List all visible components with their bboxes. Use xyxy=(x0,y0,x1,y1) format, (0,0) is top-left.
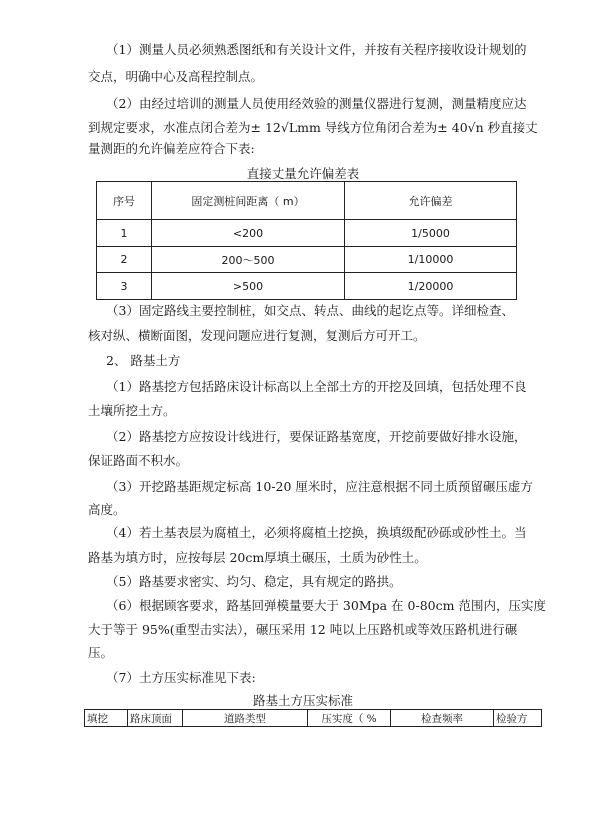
para-2-line-2: 到规定要求，水准点闭合差为± 12√Lmm 导线方位角闭合差为± 40√n 秒直接丈 xyxy=(88,120,538,135)
item-6-line-1: （6）根据顾客要求，路基回弹模量要大于 30Mpa 在 0-80cm 范围内，压实度 xyxy=(106,598,546,613)
cell: <200 xyxy=(152,220,345,247)
item-3-line-2: 高度。 xyxy=(88,502,126,517)
header-cell: 固定测桩间距离（ m） xyxy=(152,182,345,220)
compaction-table xyxy=(84,709,542,727)
item-3-line-1: （3）开挖路基距规定标高 10-20 厘米时，应注意根据不同土质预留碾压虚方 xyxy=(106,479,533,494)
para-1-line-2: 交点，明确中心及高程控制点。 xyxy=(88,69,264,84)
cell: 1/10000 xyxy=(345,247,517,273)
cell: 3 xyxy=(97,273,152,300)
item-1-line-2: 土壤所挖土方。 xyxy=(88,403,176,418)
item-1-line-1: （1）路基挖方包括路床设计标高以上全部土方的开挖及回填，包括处理不良 xyxy=(106,379,527,394)
table-row xyxy=(97,247,517,273)
table-2-title: 路基土方压实标准 xyxy=(252,693,353,708)
header-cell: 压实度（ % xyxy=(308,710,391,727)
cell: >500 xyxy=(152,273,345,300)
cell: 1/5000 xyxy=(345,220,517,247)
item-5: （5）路基要求密实、均匀、稳定，具有规定的路拱。 xyxy=(106,574,402,589)
para-2-line-3: 量测距的允许偏差应符合下表: xyxy=(88,141,255,156)
para-2-line-1: （2）由经过培训的测量人员使用经效验的测量仪器进行复测，测量精度应达 xyxy=(106,96,527,111)
deviation-table xyxy=(96,181,517,300)
table-row xyxy=(97,273,517,300)
header-cell: 检验方 xyxy=(494,710,542,727)
item-4-line-2: 路基为填方时，应按每层 20cm厚填土碾压，土质为砂性土。 xyxy=(88,550,427,565)
para-3-line-2: 核对纵、横断面图，发现问题应进行复测，复测后方可开工。 xyxy=(88,328,426,343)
item-7: （7）土方压实标准见下表: xyxy=(106,670,256,685)
item-4-line-1: （4）若土基表层为腐植土，必须将腐植土挖换，换填级配砂砾或砂性土。当 xyxy=(106,525,527,540)
table-row xyxy=(97,220,517,247)
header-cell: 填挖 xyxy=(85,710,128,727)
cell: 1/20000 xyxy=(345,273,517,300)
header-cell: 序号 xyxy=(97,182,152,220)
item-2-line-1: （2）路基挖方应按设计线进行，要保证路基宽度，开挖前要做好排水设施， xyxy=(106,429,527,444)
para-3-line-1: （3）固定路线主要控制桩，如交点、转点、曲线的起讫点等。详细检查、 xyxy=(106,303,514,318)
section-2-heading: 2、 路基土方 xyxy=(106,353,181,368)
item-6-line-2: 大于等于 95%(重型击实法），碾压采用 12 吨以上压路机或等效压路机进行碾 xyxy=(88,622,518,637)
table-header-row xyxy=(97,182,517,220)
cell: 2 xyxy=(97,247,152,273)
header-cell: 路床顶面 xyxy=(128,710,183,727)
table-header-row xyxy=(85,710,542,727)
header-cell: 允许偏差 xyxy=(345,182,517,220)
header-cell: 道路类型 xyxy=(183,710,308,727)
table-1-title: 直接丈量允许偏差表 xyxy=(246,166,360,181)
cell: 1 xyxy=(97,220,152,247)
cell: 200～500 xyxy=(152,247,345,273)
item-2-line-2: 保证路面不积水。 xyxy=(88,453,189,468)
header-cell: 检查频率 xyxy=(391,710,494,727)
item-6-line-3: 压。 xyxy=(88,645,114,660)
para-1-line-1: （1）测量人员必须熟悉图纸和有关设计文件，并按有关程序接收设计规划的 xyxy=(106,42,527,57)
